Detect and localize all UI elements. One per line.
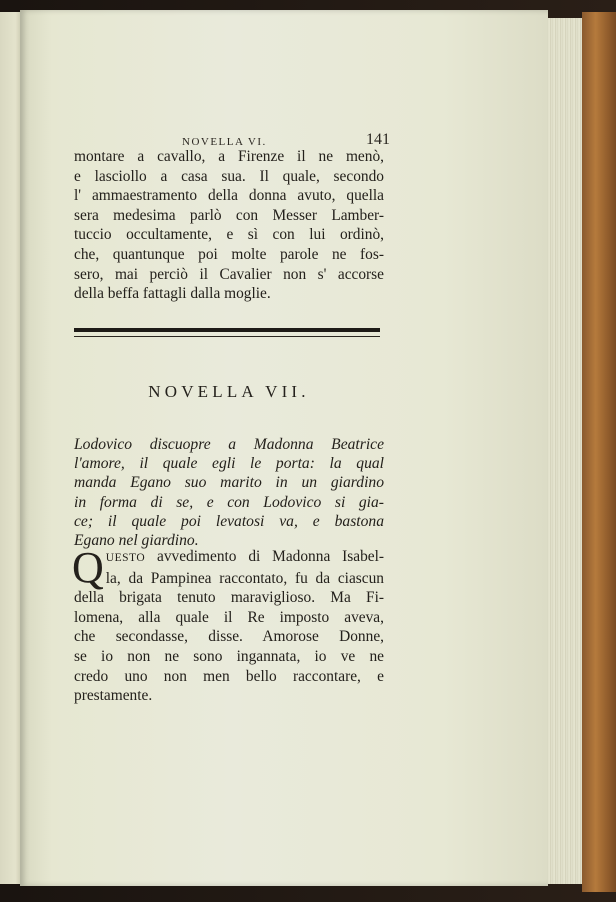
left-page-edge: [0, 12, 22, 884]
section-heading: NOVELLA VII.: [148, 382, 310, 401]
text-line: della brigata tenuto maraviglioso. Ma Fi-: [74, 589, 384, 607]
summary-paragraph: [74, 435, 384, 550]
text-line: che, quantunque poi molte parole ne fos-: [74, 245, 384, 263]
summary-line: Egano nel giardino.: [74, 532, 199, 550]
text-line: sero, mai perciò il Cavalier non s' accorse: [74, 265, 384, 283]
continuation-paragraph: [74, 147, 384, 304]
running-head-title: NOVELLA VI.: [182, 136, 267, 148]
text-line: della beffa fattagli dalla moglie.: [74, 285, 271, 303]
first-word-smallcaps: UESTO: [105, 552, 146, 564]
text-line: prestamente.: [74, 687, 153, 705]
text-line: lomena, alla quale il Re imposto aveva,: [74, 608, 384, 626]
text-line: e lasciollo a casa sua. Il quale, secondo: [74, 167, 384, 185]
text-line: se io non ne sono ingannata, io ve ne: [74, 647, 384, 665]
summary-line: ce; il quale poi levatosi va, e bastona: [74, 512, 384, 530]
section-rule-thin: [74, 336, 380, 337]
section-rule-thick: [74, 328, 380, 332]
book-cover-edge: [582, 12, 616, 892]
text-line: montare a cavallo, a Firenze il ne menò,: [74, 148, 384, 165]
summary-line: in forma di se, e con Lodovico si gia-: [74, 493, 384, 511]
drop-cap: Q: [72, 543, 104, 592]
text-line: l' ammaestramento della donna avuto, quella: [74, 187, 384, 205]
summary-line: Lodovico discuopre a Madonna Beatrice: [74, 436, 384, 453]
first-line-rest: avvedimento di Madonna Isabel-: [145, 548, 384, 565]
page-number: 141: [366, 131, 390, 148]
text-line: credo uno non men bello raccontare, e: [74, 667, 384, 685]
text-line: sera medesima parlò con Messer Lamber-: [74, 206, 384, 224]
page-edges: [546, 18, 584, 884]
text-line: tuccio occultamente, e sì con lui ordinò,: [74, 226, 384, 244]
text-line: la, da Pampinea raccontato, fu da ciascun: [105, 569, 384, 587]
text-line: che secondasse, disse. Amorose Donne,: [74, 628, 384, 646]
summary-line: manda Egano suo marito in un giardino: [74, 474, 384, 492]
body-paragraph: [72, 543, 384, 706]
summary-line: l'amore, il quale egli le porta: la qual: [74, 455, 384, 473]
first-line: [74, 547, 384, 569]
